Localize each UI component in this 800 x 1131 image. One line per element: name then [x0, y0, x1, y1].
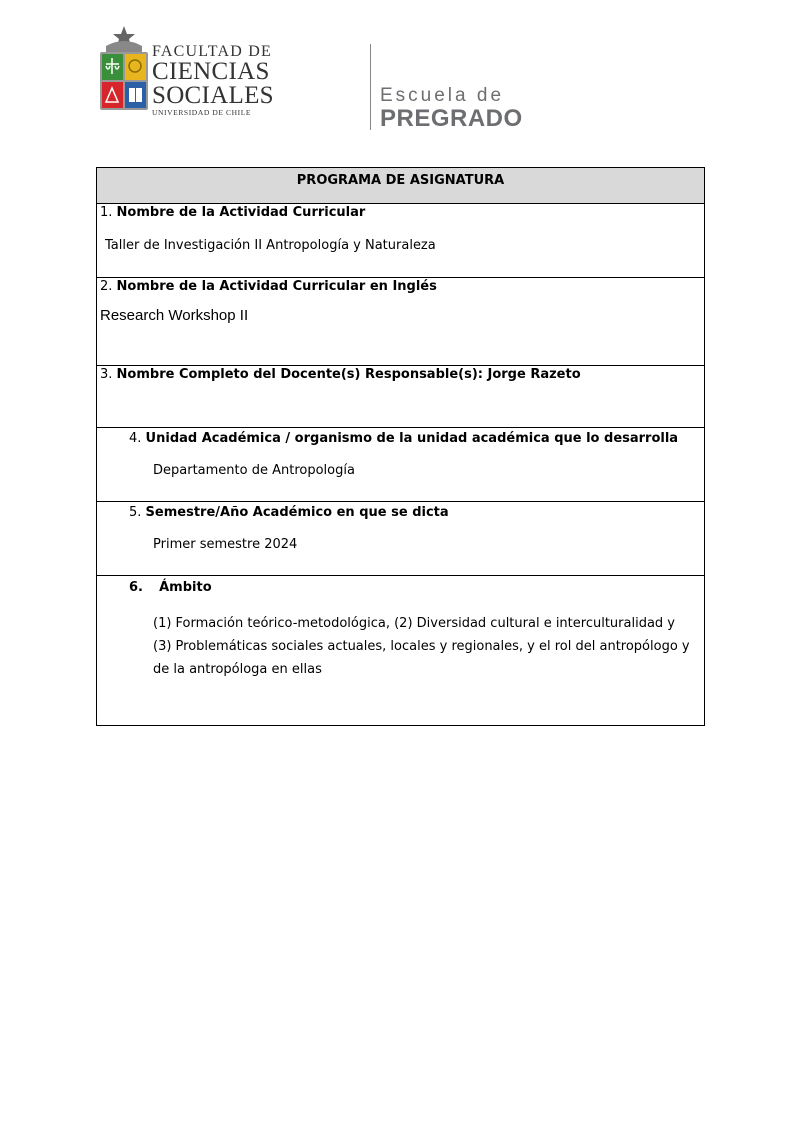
section-responsible-teacher	[97, 366, 705, 428]
university-name: UNIVERSIDAD DE CHILE	[152, 108, 252, 117]
scope-line: de la antropóloga en ellas	[153, 662, 322, 677]
scope-line: (1) Formación teórico-metodológica, (2) Diversidad cultural e interculturalidad y	[153, 616, 675, 631]
section-curricular-activity	[97, 204, 705, 278]
section-curricular-activity-english	[97, 278, 705, 366]
section-value: Primer semestre 2024	[153, 537, 298, 552]
school-label: Escuela de	[380, 85, 505, 106]
section-value: Research Workshop II	[100, 307, 249, 324]
section-number: 6.	[129, 580, 143, 595]
section-value	[129, 612, 704, 681]
section-number: 1.	[100, 205, 113, 220]
section-academic-unit	[97, 428, 705, 502]
program-table	[96, 167, 705, 726]
section-number: 4.	[129, 431, 142, 446]
faculty-logo	[96, 22, 523, 132]
section-heading: Semestre/Año Académico en que se dicta	[145, 505, 449, 520]
logo-divider	[370, 44, 371, 130]
section-heading: Nombre de la Actividad Curricular	[116, 205, 366, 220]
school-name: PREGRADO	[380, 105, 523, 132]
section-heading: Nombre Completo del Docente(s) Responsable(s): Jorge Razeto	[116, 367, 581, 382]
section-value: Taller de Investigación II Antropología y Naturaleza	[105, 238, 436, 253]
faculty-line-1: FACULTAD DE	[152, 43, 272, 60]
section-heading: Nombre de la Actividad Curricular en Inglés	[116, 279, 437, 294]
faculty-name	[152, 44, 364, 117]
section-number: 5.	[129, 505, 142, 520]
section-scope	[97, 576, 705, 726]
section-number: 3.	[100, 367, 113, 382]
table-title: PROGRAMA DE ASIGNATURA	[97, 168, 705, 204]
section-semester	[97, 502, 705, 576]
faculty-line-2: CIENCIAS	[152, 58, 270, 85]
section-heading: Ámbito	[159, 580, 212, 595]
section-heading: Unidad Académica / organismo de la unidad académica que lo desarrolla	[145, 431, 679, 446]
university-shield-icon	[96, 22, 152, 114]
scope-line: (3) Problemáticas sociales actuales, locales y regionales, y el rol del antropólogo y	[153, 639, 690, 654]
section-value: Departamento de Antropología	[153, 463, 355, 478]
faculty-line-3: SOCIALES	[152, 82, 274, 109]
section-number: 2.	[100, 279, 113, 294]
